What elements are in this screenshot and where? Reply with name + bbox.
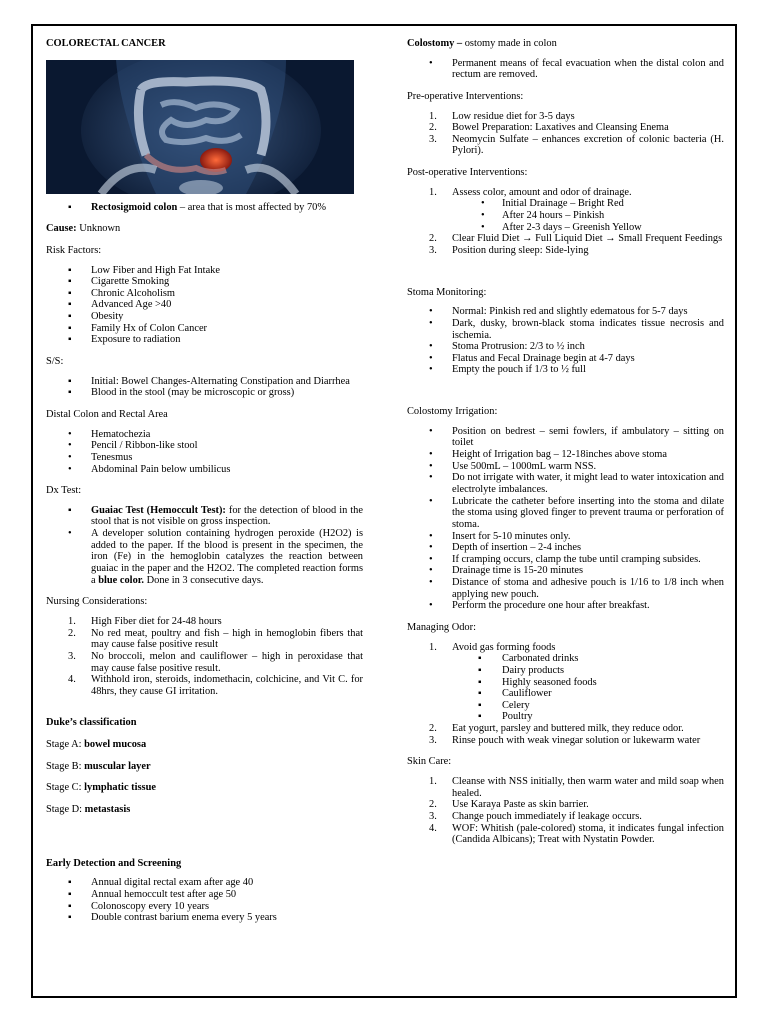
list-item: ▪ Low Fiber and High Fat Intake <box>46 265 363 277</box>
colostomy-list <box>407 58 724 81</box>
risk-factors-heading: Risk Factors: <box>46 244 102 256</box>
sublist-item: ▪ Dairy products <box>452 665 724 677</box>
sublist-item: ▪ Carbonated drinks <box>452 653 724 665</box>
list-item: • Pencil / Ribbon-like stool <box>46 440 363 452</box>
list-item: • Height of Irrigation bag – 12-18inches above stoma <box>407 449 724 461</box>
list-item: ▪ Colonoscopy every 10 years <box>46 901 363 913</box>
list-item: ▪ Advanced Age >40 <box>46 299 363 311</box>
ss-list <box>46 376 363 399</box>
left-column <box>46 38 363 934</box>
list-item: Neomycin Sulfate – enhances excretion of colonic bacteria (H. Pylori). <box>452 133 724 157</box>
nursing-list <box>46 616 363 697</box>
document-title: COLORECTAL CANCER <box>46 38 166 49</box>
list-item: ▪ Double contrast barium enema every 5 years <box>46 912 363 924</box>
list-item: ▪ Guaiac Test (Hemoccult Test): for the detection of blood in the stool that is not visible on gross inspection. <box>46 505 363 528</box>
cause-line: Cause: Unknown <box>46 223 121 235</box>
list-item: Assess color, amount and odor of drainage. • Initial Drainage – Bright Red • After 24 hours – Pinkish • After 2-3 days – Greenish Yellow <box>407 187 724 234</box>
colon-anatomy-image <box>46 60 354 194</box>
odor-heading: Managing Odor: <box>407 621 476 633</box>
dx-list <box>46 505 363 528</box>
list-item: • Flatus and Fecal Drainage begin at 4-7 days <box>407 353 724 365</box>
list-item: ▪ Initial: Bowel Changes-Alternating Constipation and Diarrhea <box>46 376 363 388</box>
stoma-list <box>407 306 724 376</box>
list-item: • Abdominal Pain below umbilicus <box>46 464 363 476</box>
list-item: Bowel Preparation: Laxatives and Cleansing Enema <box>452 122 669 134</box>
postop-heading: Post-operative Interventions: <box>407 167 528 179</box>
sublist-item: • After 24 hours – Pinkish <box>452 210 724 222</box>
list-item: Withhold iron, steroids, indomethacin, colchicine, and Vit C. for 48hrs, they cause GI irritation. <box>91 674 363 697</box>
list-item: • Lubricate the catheter before inserting into the stoma and dilate the stoma using gloved finger to prevent trauma or perforation of stoma. <box>407 496 724 531</box>
list-item: WOF: Whitish (pale-colored) stoma, it indicates fungal infection (Candida Albicans); Treat with Nystatin Powder. <box>452 822 724 846</box>
ss-heading: S/S: <box>46 356 64 368</box>
list-item: • Insert for 5-10 minutes only. <box>407 531 724 543</box>
colostomy-heading: Colostomy – ostomy made in colon <box>407 38 557 49</box>
list-item: Clear Fluid Diet → Full Liquid Diet → Small Frequent Feedings <box>452 233 723 245</box>
postop-list <box>407 187 724 257</box>
list-item: • If cramping occurs, clamp the tube until cramping subsides. <box>407 554 724 566</box>
stoma-heading: Stoma Monitoring: <box>407 286 487 298</box>
skin-care-list <box>407 776 724 846</box>
list-item: No broccoli, melon and cauliflower – high in peroxidase that may cause false positive result. <box>91 650 363 674</box>
list-item: ▪ Blood in the stool (may be microscopic or gross) <box>46 387 363 399</box>
drainage-sublist <box>452 198 724 233</box>
sublist-item: ▪ Celery <box>452 700 724 712</box>
list-item: Change pouch immediately if leakage occurs. <box>452 810 642 822</box>
nursing-heading: Nursing Considerations: <box>46 596 148 608</box>
preop-heading: Pre-operative Interventions: <box>407 90 524 102</box>
page-frame <box>31 24 737 998</box>
list-item: • Do not irrigate with water, it might lead to water intoxication and electrolyte imbalances. <box>407 472 724 495</box>
list-item: Cleanse with NSS initially, then warm water and mild soap when healed. <box>452 776 724 799</box>
irrigation-list <box>407 426 724 612</box>
list-item: ▪ Obesity <box>46 311 363 323</box>
odor-list <box>407 642 724 747</box>
dx-heading: Dx Test: <box>46 485 82 497</box>
list-item: • Empty the pouch if 1/3 to ½ full <box>407 364 724 376</box>
list-item: Use Karaya Paste as skin barrier. <box>452 799 589 811</box>
list-item: ▪ Family Hx of Colon Cancer <box>46 323 363 335</box>
colon-illustration <box>46 60 354 194</box>
stage-a: Stage A: bowel mucosa <box>46 739 147 751</box>
sublist-item: • After 2-3 days – Greenish Yellow <box>452 222 724 234</box>
list-item: • Stoma Protrusion: 2/3 to ½ inch <box>407 341 724 353</box>
list-item: High Fiber diet for 24-48 hours <box>91 615 222 627</box>
right-column <box>407 38 724 856</box>
list-item: • Use 500mL – 1000mL warm NSS. <box>407 461 724 473</box>
stage-b: Stage B: muscular layer <box>46 760 151 772</box>
stage-d: Stage D: metastasis <box>46 803 131 815</box>
rectosigmoid-list <box>46 202 363 214</box>
list-item: Avoid gas forming foods ▪ Carbonated drinks ▪ Dairy products ▪ Highly seasoned foods ▪ Cauliflower ▪ Celery ▪ Poultry <box>407 642 724 723</box>
irrigation-heading: Colostomy Irrigation: <box>407 406 498 418</box>
list-item: • Hematochezia <box>46 429 363 441</box>
list-item: • Position on bedrest – semi fowlers, if ambulatory – sitting on toilet <box>407 426 724 449</box>
sublist-item: ▪ Cauliflower <box>452 688 724 700</box>
dukes-heading: Duke’s classification <box>46 717 137 729</box>
list-item: • Permanent means of fecal evacuation when the distal colon and rectum are removed. <box>407 58 724 81</box>
list-item: ▪ Cigarette Smoking <box>46 276 363 288</box>
list-item: • Normal: Pinkish red and slightly edematous for 5-7 days <box>407 306 724 318</box>
risk-factors-list <box>46 265 363 346</box>
list-item: ▪ Annual digital rectal exam after age 40 <box>46 877 363 889</box>
sublist-item: ▪ Highly seasoned foods <box>452 677 724 689</box>
list-item: • Drainage time is 15-20 minutes <box>407 565 724 577</box>
list-item: ▪ Exposure to radiation <box>46 334 363 346</box>
list-item: ▪ Rectosigmoid colon – area that is most affected by 70% <box>46 202 363 214</box>
list-item: No red meat, poultry and fish – high in hemoglobin fibers that may cause false positive result <box>91 627 363 651</box>
dx-developer-list <box>46 528 363 586</box>
list-item: Rinse pouch with weak vinegar solution or lukewarm water <box>452 734 701 746</box>
list-item: • A developer solution containing hydrogen peroxide (H2O2) is added to the paper. If the blood is present in the specimen, the iron (Fe) in the hemoglobin catalyzes the reaction between guaiac in the paper and the H2O2. The completed reaction forms a blue color. Done in 3 consecutive days. <box>46 528 363 586</box>
list-item: Position during sleep: Side-lying <box>452 244 589 256</box>
distal-heading: Distal Colon and Rectal Area <box>46 408 168 420</box>
stage-c: Stage C: lymphatic tissue <box>46 782 156 794</box>
list-item: • Dark, dusky, brown-black stoma indicates tissue necrosis and ischemia. <box>407 318 724 341</box>
list-item: Eat yogurt, parsley and buttered milk, they reduce odor. <box>452 723 684 735</box>
early-detection-heading: Early Detection and Screening <box>46 857 182 869</box>
early-detection-list <box>46 877 363 924</box>
preop-list <box>407 111 724 158</box>
list-item: ▪ Annual hemoccult test after age 50 <box>46 889 363 901</box>
list-item: Low residue diet for 3-5 days <box>452 110 575 122</box>
gas-foods-sublist <box>452 653 724 723</box>
sublist-item: • Initial Drainage – Bright Red <box>452 198 724 210</box>
list-item: • Distance of stoma and adhesive pouch is 1/16 to 1/8 inch when applying new pouch. <box>407 577 724 600</box>
list-item: • Tenesmus <box>46 452 363 464</box>
list-item: • Depth of insertion – 2-4 inches <box>407 542 724 554</box>
list-item: • Perform the procedure one hour after breakfast. <box>407 600 724 612</box>
sublist-item: ▪ Poultry <box>452 711 724 723</box>
distal-list <box>46 429 363 476</box>
skin-care-heading: Skin Care: <box>407 756 452 768</box>
list-item: ▪ Chronic Alcoholism <box>46 288 363 300</box>
